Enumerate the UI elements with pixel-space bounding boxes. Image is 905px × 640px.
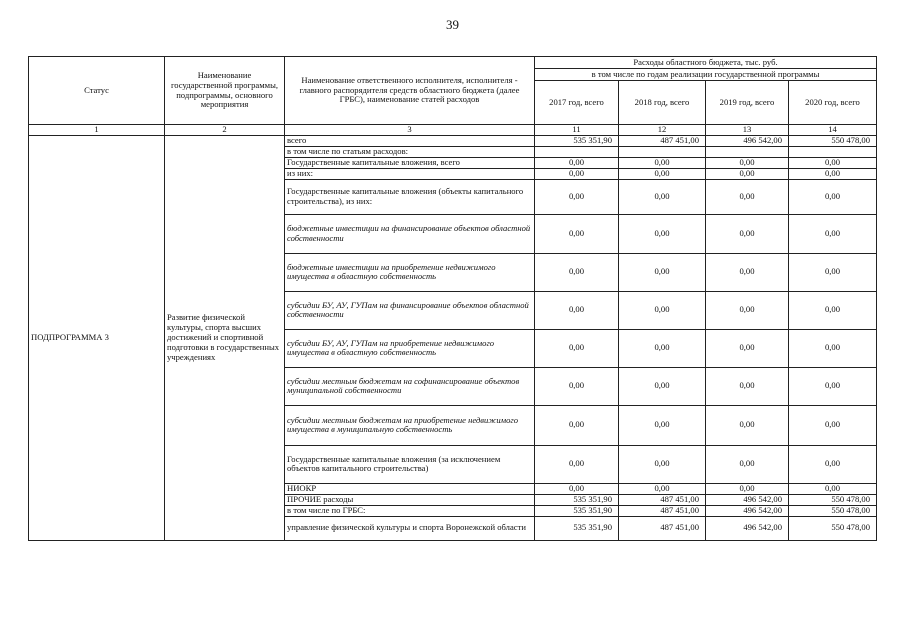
header-expenses: Расходы областного бюджета, тыс. руб. (535, 57, 877, 69)
value-2018: 487 451,00 (619, 135, 706, 146)
value-2017: 0,00 (535, 483, 619, 494)
value-2020: 0,00 (789, 179, 877, 214)
value-2018: 487 451,00 (619, 505, 706, 516)
header-year: 2017 год, всего (535, 81, 619, 125)
row-label: всего (285, 135, 535, 146)
col-number: 11 (535, 125, 619, 136)
value-2019: 0,00 (706, 157, 789, 168)
value-2017: 535 351,90 (535, 135, 619, 146)
value-2019: 0,00 (706, 445, 789, 483)
row-label: ПРОЧИЕ расходы (285, 494, 535, 505)
value-2017: 0,00 (535, 168, 619, 179)
value-2019 (706, 146, 789, 157)
value-2019: 0,00 (706, 214, 789, 253)
value-2020: 0,00 (789, 214, 877, 253)
value-2018: 0,00 (619, 253, 706, 291)
value-2017: 0,00 (535, 214, 619, 253)
value-2019: 496 542,00 (706, 135, 789, 146)
value-2018: 0,00 (619, 157, 706, 168)
row-label: Государственные капитальные вложения (за исключением объектов капитального строительства) (285, 445, 535, 483)
value-2019: 0,00 (706, 483, 789, 494)
value-2020 (789, 146, 877, 157)
value-2019: 496 542,00 (706, 494, 789, 505)
value-2019: 0,00 (706, 179, 789, 214)
value-2020: 550 478,00 (789, 494, 877, 505)
value-2017: 0,00 (535, 179, 619, 214)
value-2020: 0,00 (789, 253, 877, 291)
col-number: 13 (706, 125, 789, 136)
value-2017: 0,00 (535, 253, 619, 291)
header-year: 2019 год, всего (706, 81, 789, 125)
value-2018: 0,00 (619, 291, 706, 329)
program-name-cell: Развитие физической культуры, спорта высших достижений и спортивной подготовки в государственных учреждениях (165, 135, 285, 540)
header-executor: Наименование ответственного исполнителя, исполнителя - главного распорядителя средств областного бюджета (далее ГРБС), наименование статей расходов (285, 57, 535, 125)
value-2020: 0,00 (789, 291, 877, 329)
row-label: субсидии местным бюджетам на софинансирование объектов муниципальной собственности (285, 367, 535, 405)
value-2020: 550 478,00 (789, 516, 877, 540)
value-2018: 0,00 (619, 214, 706, 253)
value-2018: 0,00 (619, 483, 706, 494)
row-label: НИОКР (285, 483, 535, 494)
value-2018 (619, 146, 706, 157)
value-2020: 0,00 (789, 157, 877, 168)
value-2019: 0,00 (706, 291, 789, 329)
row-label: Государственные капитальные вложения (объекты капитального строительства), из них: (285, 179, 535, 214)
row-label: субсидии БУ, АУ, ГУПам на приобретение недвижимого имущества в областную собственность (285, 329, 535, 367)
row-label: бюджетные инвестиции на финансирование объектов областной собственности (285, 214, 535, 253)
table-row (29, 135, 877, 146)
value-2017: 535 351,90 (535, 516, 619, 540)
value-2020: 0,00 (789, 405, 877, 445)
value-2020: 0,00 (789, 329, 877, 367)
value-2020: 0,00 (789, 168, 877, 179)
value-2017 (535, 146, 619, 157)
value-2020: 0,00 (789, 445, 877, 483)
row-label: из них: (285, 168, 535, 179)
col-number: 2 (165, 125, 285, 136)
status-cell: ПОДПРОГРАММА 3 (29, 135, 165, 540)
value-2019: 0,00 (706, 168, 789, 179)
value-2018: 0,00 (619, 168, 706, 179)
budget-table (28, 56, 877, 541)
value-2018: 0,00 (619, 405, 706, 445)
value-2018: 487 451,00 (619, 516, 706, 540)
value-2019: 496 542,00 (706, 516, 789, 540)
header-by-years: в том числе по годам реализации государственной программы (535, 69, 877, 81)
header-year: 2020 год, всего (789, 81, 877, 125)
value-2017: 535 351,90 (535, 505, 619, 516)
header-status: Статус (29, 57, 165, 125)
row-label: управление физической культуры и спорта Воронежской области (285, 516, 535, 540)
row-label: в том числе по ГРБС: (285, 505, 535, 516)
value-2018: 0,00 (619, 179, 706, 214)
value-2019: 0,00 (706, 367, 789, 405)
header-year: 2018 год, всего (619, 81, 706, 125)
value-2017: 0,00 (535, 157, 619, 168)
value-2018: 0,00 (619, 367, 706, 405)
value-2018: 0,00 (619, 329, 706, 367)
value-2017: 535 351,90 (535, 494, 619, 505)
row-label: субсидии местным бюджетам на приобретение недвижимого имущества в муниципальную собственность (285, 405, 535, 445)
value-2018: 0,00 (619, 445, 706, 483)
value-2019: 0,00 (706, 405, 789, 445)
value-2020: 550 478,00 (789, 505, 877, 516)
value-2018: 487 451,00 (619, 494, 706, 505)
page-number: 39 (446, 17, 459, 32)
col-number: 1 (29, 125, 165, 136)
row-label: Государственные капитальные вложения, всего (285, 157, 535, 168)
value-2019: 0,00 (706, 329, 789, 367)
row-label: субсидии БУ, АУ, ГУПам на финансирование объектов областной собственности (285, 291, 535, 329)
row-label: бюджетные инвестиции на приобретение недвижимого имущества в областную собственность (285, 253, 535, 291)
col-number: 3 (285, 125, 535, 136)
value-2017: 0,00 (535, 405, 619, 445)
row-label: в том числе по статьям расходов: (285, 146, 535, 157)
value-2017: 0,00 (535, 329, 619, 367)
col-number: 14 (789, 125, 877, 136)
value-2017: 0,00 (535, 367, 619, 405)
value-2020: 0,00 (789, 483, 877, 494)
value-2020: 550 478,00 (789, 135, 877, 146)
value-2017: 0,00 (535, 291, 619, 329)
header-program-name: Наименование государственной программы, подпрограммы, основного мероприятия (165, 57, 285, 125)
value-2019: 496 542,00 (706, 505, 789, 516)
value-2017: 0,00 (535, 445, 619, 483)
value-2019: 0,00 (706, 253, 789, 291)
value-2020: 0,00 (789, 367, 877, 405)
col-number: 12 (619, 125, 706, 136)
